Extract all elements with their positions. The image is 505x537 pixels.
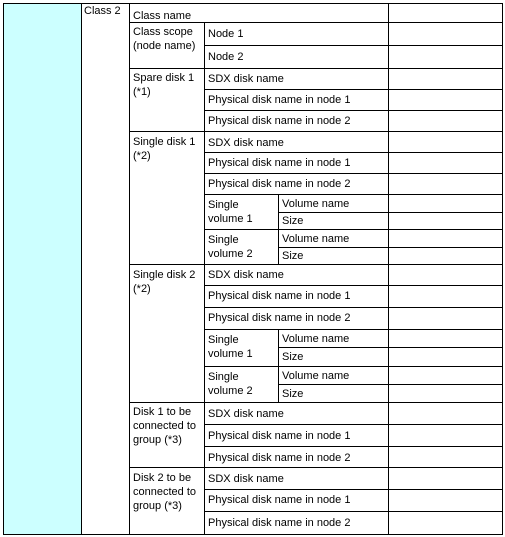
sd2-phys-node1: Physical disk name in node 1	[208, 290, 351, 302]
grid-line	[204, 307, 503, 308]
sd1-sv1-volume-name: Volume name	[282, 198, 350, 210]
grid-line	[278, 384, 503, 385]
grid-line	[204, 45, 503, 46]
grid-line	[81, 3, 82, 535]
grid-line	[204, 194, 503, 195]
grid-line	[278, 347, 503, 348]
sd2-single-volume-1: Single volume 1	[208, 334, 253, 360]
grid-line	[204, 285, 503, 286]
single-disk-2-label: Single disk 2 (*2)	[133, 269, 196, 295]
sd2-sv1-volume-name: Volume name	[282, 333, 350, 345]
sd2-phys-node2: Physical disk name in node 2	[208, 312, 351, 324]
sd1-single-volume-2: Single volume 2	[208, 234, 253, 260]
sd1-phys-node1: Physical disk name in node 1	[208, 157, 351, 169]
d2g-sdx-disk-name: SDX disk name	[208, 473, 284, 485]
sd1-single-volume-1: Single volume 1	[208, 199, 253, 225]
grid-line	[278, 212, 503, 213]
spare-phys-node2: Physical disk name in node 2	[208, 115, 351, 127]
spare-sdx-disk-name: SDX disk name	[208, 73, 284, 85]
grid-line	[129, 3, 130, 535]
disk2-group-label: Disk 2 to be connected to group (*3)	[133, 472, 196, 512]
sd2-single-volume-2: Single volume 2	[208, 371, 253, 397]
disk1-group-label: Disk 1 to be connected to group (*3)	[133, 406, 196, 446]
grid-line	[129, 264, 503, 265]
grid-line	[129, 68, 503, 69]
grid-line	[129, 22, 503, 23]
sd1-sv1-size: Size	[282, 215, 304, 227]
grid-line	[204, 446, 503, 447]
d1g-phys-node2: Physical disk name in node 2	[208, 452, 351, 464]
grid-line	[204, 173, 503, 174]
spare-disk-1-label: Spare disk 1 (*1)	[133, 72, 195, 98]
grid-line	[278, 247, 503, 248]
grid-line	[204, 229, 503, 230]
grid-line	[204, 366, 503, 367]
sd2-sdx-disk-name: SDX disk name	[208, 269, 284, 281]
grid-line	[129, 131, 503, 132]
grid-line	[3, 3, 503, 4]
grid-line	[204, 89, 503, 90]
class-scope-label: Class scope (node name)	[133, 26, 196, 52]
grid-line	[129, 467, 503, 468]
grid-line	[129, 402, 503, 403]
sd2-sv1-size: Size	[282, 351, 304, 363]
grid-line	[204, 424, 503, 425]
grid-line	[388, 3, 389, 535]
spare-phys-node1: Physical disk name in node 1	[208, 94, 351, 106]
node2-label: Node 2	[208, 51, 244, 63]
d2g-phys-node1: Physical disk name in node 1	[208, 494, 351, 506]
grid-line	[204, 152, 503, 153]
sd1-sv2-volume-name: Volume name	[282, 233, 350, 245]
cyan-column	[4, 4, 81, 534]
grid-line	[3, 3, 4, 535]
grid-line	[3, 534, 503, 535]
class-label: Class 2	[84, 5, 121, 17]
sd2-sv2-size: Size	[282, 388, 304, 400]
d1g-sdx-disk-name: SDX disk name	[208, 408, 284, 420]
grid-line	[204, 489, 503, 490]
sd2-sv2-volume-name: Volume name	[282, 370, 350, 382]
grid-line	[204, 22, 205, 535]
single-disk-1-label: Single disk 1 (*2)	[133, 136, 196, 162]
d1g-phys-node1: Physical disk name in node 1	[208, 430, 351, 442]
class-name-label: Class name	[133, 10, 192, 22]
grid-line	[204, 110, 503, 111]
grid-line	[204, 511, 503, 512]
sd1-sv2-size: Size	[282, 250, 304, 262]
grid-line	[204, 329, 503, 330]
sd1-sdx-disk-name: SDX disk name	[208, 137, 284, 149]
sd1-phys-node2: Physical disk name in node 2	[208, 178, 351, 190]
d2g-phys-node2: Physical disk name in node 2	[208, 517, 351, 529]
grid-line	[502, 3, 503, 535]
node1-label: Node 1	[208, 28, 244, 40]
